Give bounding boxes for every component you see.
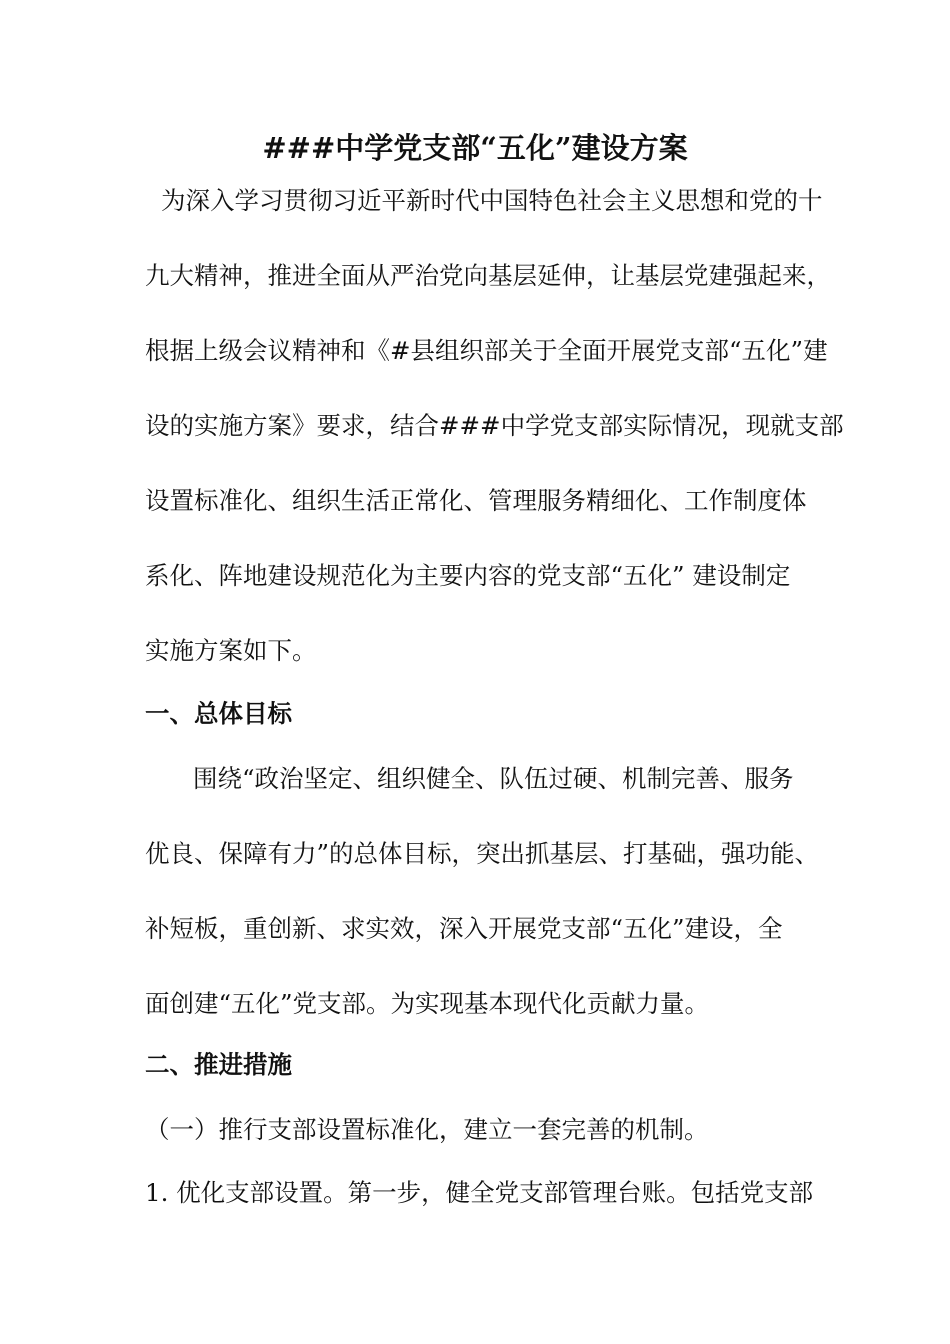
subsection-heading-1: （一）推行支部设置标准化，建立一套完善的机制。 <box>145 1115 709 1144</box>
goals-line-2: 优良、保障有力”的总体目标，突出抓基层、打基础，强功能、 <box>145 839 820 868</box>
goals-line-1: 围绕“政治坚定、组织健全、队伍过硬、机制完善、服务 <box>193 764 794 793</box>
intro-line-7: 实施方案如下。 <box>145 636 317 665</box>
intro-line-4: 设的实施方案》要求，结合###中学党支部实际情况，现就支部 <box>145 411 844 440</box>
document-title: ###中学党支部“五化”建设方案 <box>262 131 688 165</box>
intro-line-1: 为深入学习贯彻习近平新时代中国特色社会主义思想和党的十 <box>161 186 823 215</box>
intro-line-5: 设置标准化、组织生活正常化、管理服务精细化、工作制度体 <box>145 486 807 515</box>
item-1-text: 1. 优化支部设置。第一步，健全党支部管理台账。包括党支部 <box>145 1178 814 1207</box>
section-heading-goals: 一、总体目标 <box>145 699 292 728</box>
intro-line-6: 系化、阵地建设规范化为主要内容的党支部“五化” 建设制定 <box>145 561 791 590</box>
intro-line-3: 根据上级会议精神和《#县组织部关于全面开展党支部“五化”建 <box>145 336 828 365</box>
goals-line-4: 面创建“五化”党支部。为实现基本现代化贡献力量。 <box>145 989 710 1018</box>
goals-line-3: 补短板，重创新、求实效，深入开展党支部“五化”建设，全 <box>145 914 783 943</box>
intro-line-2: 九大精神，推进全面从严治党向基层延伸，让基层党建强起来， <box>145 261 831 290</box>
section-heading-measures: 二、推进措施 <box>145 1050 292 1079</box>
